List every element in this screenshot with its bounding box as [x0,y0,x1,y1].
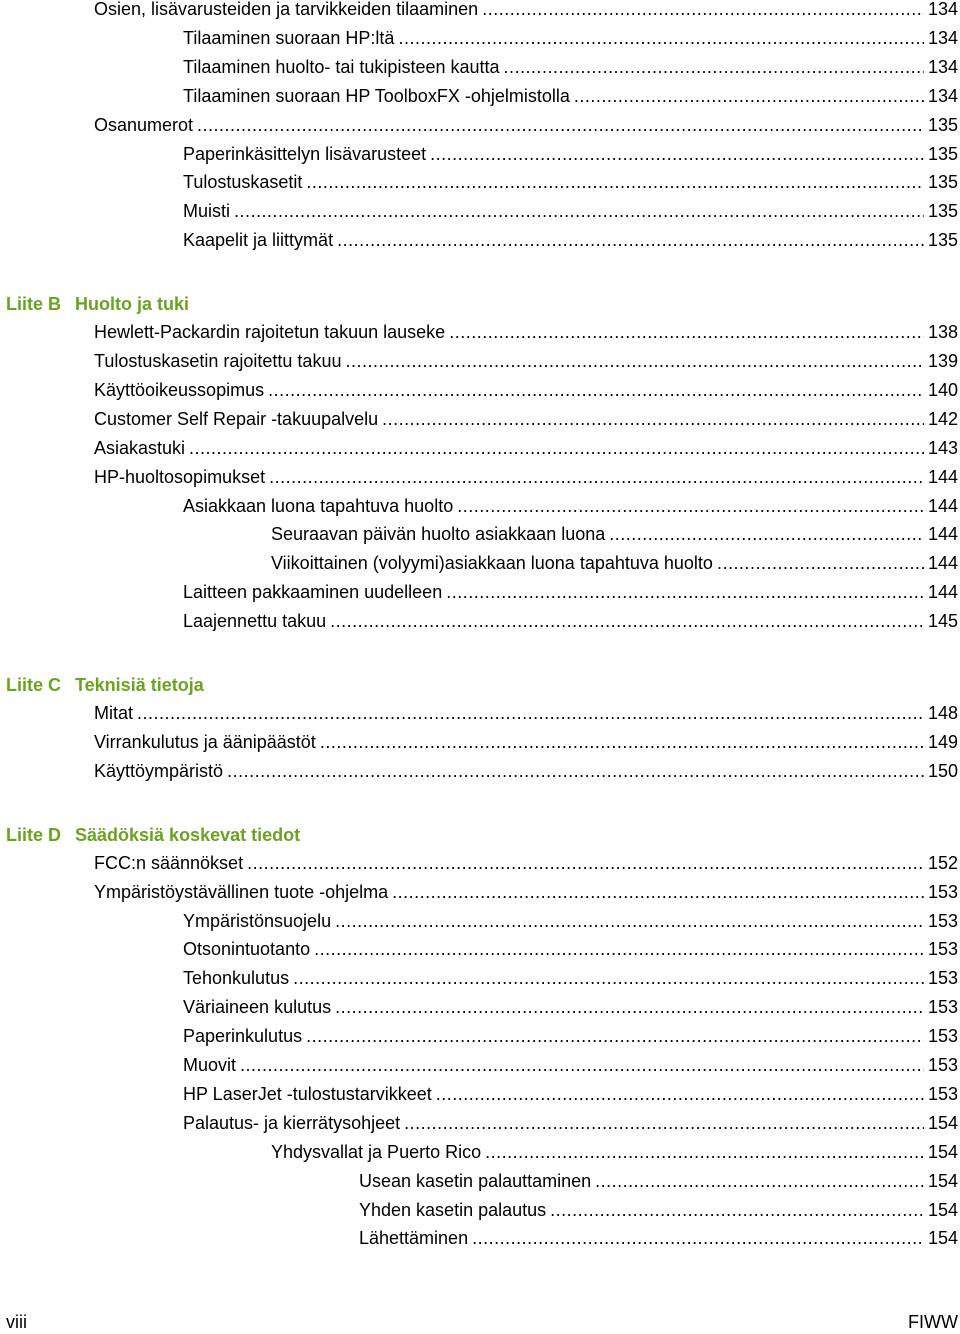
toc-entry-page: 143 [927,437,958,458]
toc-entry-title: Otsonintuotanto [183,939,311,960]
toc-entry-title: Hewlett-Packardin rajoitetun takuun lauseke [94,322,446,343]
dot-leader [335,993,924,1022]
toc-entry-title: Tilaaminen suoraan HP ToolboxFX -ohjelmistolla [183,85,570,106]
dot-leader [504,53,924,82]
dot-leader [320,728,924,757]
toc-entry[interactable] [183,168,958,197]
dot-leader [197,111,924,140]
dot-leader [430,140,924,169]
dot-leader [269,463,924,492]
toc-entry[interactable] [94,878,958,907]
toc-entry-page: 144 [927,495,958,516]
toc-entry-page: 153 [927,1026,958,1047]
toc-entry-page: 149 [927,731,958,752]
dot-leader [382,405,924,434]
toc-entry-title: Muovit [183,1055,237,1075]
toc-entry[interactable] [183,1080,958,1109]
toc-entry-title: Osien, lisävarusteiden ja tarvikkeiden tilaaminen [94,0,479,19]
toc-entry-title: Virrankulutus ja äänipäästöt [94,731,316,752]
toc-entry[interactable] [183,197,958,226]
toc-entry-page: 135 [927,230,958,251]
toc-entry-page: 154 [927,1112,958,1133]
toc-entry-title: Tulostuskasetin rajoitettu takuu [94,351,342,371]
toc-entry[interactable] [359,1224,958,1253]
dot-leader [337,226,924,255]
toc-entry-title: Paperinkulutus [183,1026,303,1047]
toc-entry[interactable] [183,907,958,936]
toc-entry-page: 154 [927,1199,958,1220]
toc-entry[interactable] [183,1109,958,1138]
toc-entry-page: 153 [927,1083,958,1104]
toc-entry-title: Asiakastuki [94,437,186,458]
dot-leader [482,0,924,24]
toc-entry-title: Usean kasetin palauttaminen [359,1170,592,1191]
toc-entry-title: Tilaaminen suoraan HP:ltä [183,27,395,48]
appendix-title: Huolto ja tuki [75,294,189,315]
toc-entry-page: 135 [927,114,958,135]
toc-entry-page: 153 [927,1055,958,1075]
dot-leader [306,1022,924,1051]
toc-entry[interactable] [183,492,958,521]
toc-entry-title: Käyttöympäristö [94,760,224,781]
toc-entry[interactable] [94,318,958,347]
toc-entry[interactable] [94,699,958,728]
toc-entry-page: 134 [927,85,958,106]
toc-entry[interactable] [183,82,958,111]
toc-entry-title: Asiakkaan luona tapahtuva huolto [183,495,454,516]
toc-entry-title: Mitat [94,703,134,723]
toc-entry-title: FCC:n säännökset [94,852,244,873]
dot-leader [609,520,924,549]
toc-entry-title: Tulostuskasetit [183,172,303,193]
toc-entry[interactable] [94,0,958,24]
footer-page-number: viii [6,1312,27,1332]
toc-entry[interactable] [94,757,958,786]
toc-entry-page: 153 [927,881,958,902]
toc-entry-title: Yhdysvallat ja Puerto Rico [271,1141,482,1162]
dot-leader [457,492,924,521]
toc-entry-page: 152 [927,852,958,873]
toc-entry[interactable] [94,463,958,492]
dot-leader [227,757,924,786]
appendix-label: Liite B [6,294,62,315]
toc-entry[interactable] [183,53,958,82]
toc-entry[interactable] [94,111,958,140]
toc-entry[interactable] [271,1138,958,1167]
dot-leader [574,82,924,111]
toc-entry-title: Laitteen pakkaaminen uudelleen [183,582,443,603]
toc-entry[interactable] [183,964,958,993]
toc-entry[interactable] [271,549,958,578]
toc-entry-page: 153 [927,968,958,989]
toc-entry[interactable] [183,607,958,636]
toc-entry[interactable] [359,1167,958,1196]
footer-brand: FIWW [908,1312,958,1332]
toc-entry-title: Käyttöoikeussopimus [94,379,265,400]
toc-entry-page: 144 [927,582,958,603]
dot-leader [234,197,924,226]
appendix-heading [6,820,300,850]
toc-entry[interactable] [183,226,958,255]
appendix-label: Liite D [6,824,62,845]
dot-leader [345,347,923,376]
toc-entry-title: HP LaserJet -tulostustarvikkeet [183,1083,432,1104]
toc-entry-page: 139 [927,351,958,371]
appendix-label: Liite C [6,675,62,695]
dot-leader [314,935,924,964]
toc-entry[interactable] [94,376,958,405]
toc-entry-page: 138 [927,322,958,343]
toc-entry-page: 144 [927,466,958,487]
dot-leader [449,318,924,347]
dot-leader [330,607,924,636]
toc-entry-title: Ympäristöystävällinen tuote -ohjelma [94,881,389,902]
toc-entry-page: 142 [927,408,958,429]
dot-leader [137,699,924,728]
toc-entry-page: 144 [927,553,958,574]
toc-entry-page: 135 [927,143,958,164]
toc-entry-page: 154 [927,1170,958,1191]
dot-leader [392,878,924,907]
toc-entry[interactable] [183,24,958,53]
dot-leader [189,434,924,463]
toc-entry[interactable] [94,434,958,463]
dot-leader [404,1109,924,1138]
dot-leader [247,849,924,878]
toc-entry-page: 145 [927,611,958,632]
toc-entry[interactable] [94,347,958,376]
toc-entry-page: 153 [927,997,958,1018]
dot-leader [268,376,924,405]
dot-leader [293,964,924,993]
toc-entry-page: 154 [927,1141,958,1162]
dot-leader [240,1051,924,1080]
dot-leader [472,1224,924,1253]
toc-entry-title: Paperinkäsittelyn lisävarusteet [183,143,427,164]
toc-entry-page: 134 [927,56,958,77]
toc-entry-page: 134 [927,0,958,19]
toc-entry[interactable] [271,520,958,549]
toc-entry[interactable] [94,728,958,757]
dot-leader [306,168,924,197]
toc-entry-title: Customer Self Repair -takuupalvelu [94,408,379,429]
dot-leader [335,907,924,936]
toc-entry-page: 140 [927,379,958,400]
dot-leader [595,1167,924,1196]
dot-leader [436,1080,924,1109]
toc-entry-title: Muisti [183,201,231,222]
appendix-heading [6,670,204,700]
toc-entry-page: 154 [927,1228,958,1249]
toc-entry[interactable] [183,578,958,607]
toc-entry-title: Tehonkulutus [183,968,290,989]
toc-entry-page: 134 [927,27,958,48]
dot-leader [717,549,924,578]
toc-entry-title: Palautus- ja kierrätysohjeet [183,1112,401,1133]
toc-entry-page: 135 [927,201,958,222]
toc-entry-title: Tilaaminen huolto- tai tukipisteen kautta [183,56,500,77]
toc-entry[interactable] [183,993,958,1022]
toc-entry[interactable] [94,849,958,878]
dot-leader [485,1138,924,1167]
toc-entry-page: 153 [927,939,958,960]
toc-entry-title: Viikoittainen (volyymi)asiakkaan luona tapahtuva huolto [271,553,713,574]
toc-entry-page: 148 [927,703,958,723]
appendix-title: Säädöksiä koskevat tiedot [75,824,301,845]
dot-leader [446,578,924,607]
dot-leader [550,1196,924,1225]
dot-leader [398,24,924,53]
toc-entry[interactable] [94,405,958,434]
toc-entry[interactable] [359,1196,958,1225]
toc-entry-title: Väriaineen kulutus [183,997,332,1018]
toc-entry-title: Kaapelit ja liittymät [183,230,334,251]
toc-entry-page: 144 [927,524,958,545]
toc-entry-page: 150 [927,760,958,781]
toc-entry-page: 135 [927,172,958,193]
toc-entry-title: Lähettäminen [359,1228,469,1249]
toc-entry[interactable] [183,140,958,169]
toc-entry-title: Laajennettu takuu [183,611,327,632]
toc-entry-title: Seuraavan päivän huolto asiakkaan luona [271,524,606,545]
toc-entry[interactable] [183,935,958,964]
toc-entry-title: Ympäristönsuojelu [183,910,332,931]
appendix-heading [6,289,189,319]
toc-entry-page: 153 [927,910,958,931]
appendix-title: Teknisiä tietoja [75,675,204,695]
toc-entry[interactable] [183,1022,958,1051]
toc-entry[interactable] [183,1051,958,1080]
toc-entry-title: Yhden kasetin palautus [359,1199,547,1220]
toc-entry-title: HP-huoltosopimukset [94,466,266,487]
toc-entry-title: Osanumerot [94,114,194,135]
